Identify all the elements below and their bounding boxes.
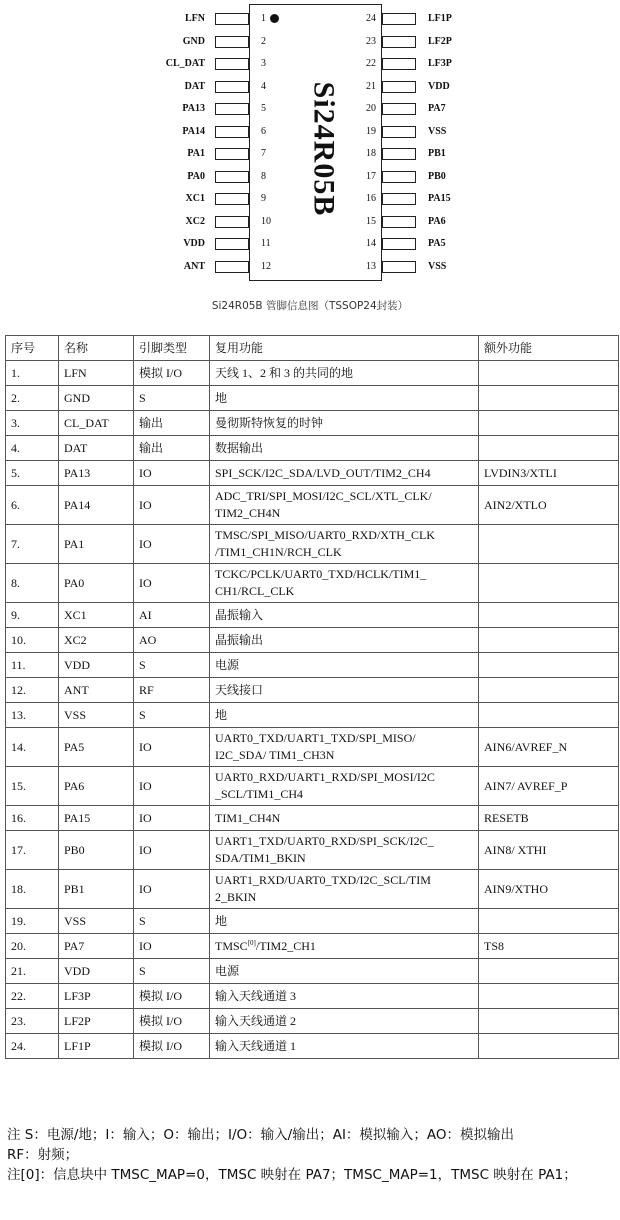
function-text: 电源 — [215, 963, 240, 978]
pin-name: DAT — [184, 80, 205, 92]
cell-type: IO — [134, 461, 210, 486]
cell-no: 17. — [6, 831, 59, 870]
cell-name: PA14 — [59, 486, 134, 525]
pin-lead — [215, 58, 249, 70]
pin-name: LF2P — [428, 35, 452, 47]
cell-function — [210, 831, 479, 870]
pin-number: 14 — [366, 238, 376, 249]
cell-function — [210, 806, 479, 831]
pin-left-1 — [0, 12, 300, 26]
pin-name: VDD — [428, 80, 450, 92]
pin-lead — [215, 171, 249, 183]
table-row — [6, 909, 619, 934]
pin-number: 10 — [261, 215, 271, 227]
pin-number: 8 — [261, 170, 266, 182]
cell-no: 19. — [6, 909, 59, 934]
cell-type: S — [134, 386, 210, 411]
pin-lead — [215, 81, 249, 93]
pin-lead — [382, 81, 416, 93]
pin-lead — [382, 126, 416, 138]
cell-type: S — [134, 959, 210, 984]
header-extra: 额外功能 — [479, 336, 619, 361]
table-row — [6, 678, 619, 703]
pin-lead — [382, 103, 416, 115]
cell-extra — [479, 436, 619, 461]
pin-lead — [215, 261, 249, 273]
cell-extra — [479, 564, 619, 603]
cell-type: IO — [134, 870, 210, 909]
pin-number: 24 — [366, 13, 376, 24]
pin-lead — [382, 58, 416, 70]
pin-number: 20 — [366, 103, 376, 114]
cell-name: XC2 — [59, 628, 134, 653]
pin-right-13 — [340, 260, 620, 274]
cell-no: 6. — [6, 486, 59, 525]
cell-no: 8. — [6, 564, 59, 603]
cell-name: VDD — [59, 959, 134, 984]
pin-name: PA6 — [428, 215, 446, 227]
note-rf: RF：射频； — [7, 1147, 79, 1163]
cell-function — [210, 1009, 479, 1034]
cell-function — [210, 703, 479, 728]
cell-name: VSS — [59, 703, 134, 728]
function-text: 地 — [215, 390, 228, 405]
cell-type: 输出 — [134, 411, 210, 436]
pin-lead — [215, 13, 249, 25]
pin-name: GND — [182, 35, 205, 47]
pin-number: 23 — [366, 35, 376, 47]
function-text: 天线 1、2 和 3 的共同的地 — [215, 365, 354, 380]
table-row — [6, 411, 619, 436]
cell-extra: AIN7/ AVREF_P — [479, 767, 619, 806]
cell-extra — [479, 653, 619, 678]
pin-name: PA13 — [182, 103, 205, 114]
header-function: 复用功能 — [210, 336, 479, 361]
pin-number: 12 — [261, 260, 271, 272]
cell-no: 15. — [6, 767, 59, 806]
cell-extra — [479, 678, 619, 703]
pin-left-5 — [0, 102, 300, 116]
pin-lead — [382, 171, 416, 183]
pin-name: LF1P — [428, 13, 452, 24]
table-row — [6, 486, 619, 525]
function-text: 输入天线通道 3 — [215, 988, 297, 1003]
cell-name: PA5 — [59, 728, 134, 767]
pin-name: PB1 — [428, 148, 446, 159]
function-text: 地 — [215, 913, 228, 928]
cell-function — [210, 486, 479, 525]
function-text: SPI_SCK/I2C_SDA/LVD_OUT/TIM2_CH4 — [215, 465, 431, 480]
cell-extra — [479, 525, 619, 564]
pin-number: 19 — [366, 125, 376, 137]
cell-extra — [479, 603, 619, 628]
pin-number: 1 — [261, 13, 266, 24]
cell-function — [210, 984, 479, 1009]
pin-number: 18 — [366, 148, 376, 159]
table-header-row — [6, 336, 619, 361]
cell-type: 模拟 I/O — [134, 361, 210, 386]
cell-name: LF3P — [59, 984, 134, 1009]
pin-lead — [382, 261, 416, 273]
cell-extra: AIN9/XTHO — [479, 870, 619, 909]
cell-name: DAT — [59, 436, 134, 461]
cell-type: 模拟 I/O — [134, 984, 210, 1009]
table-row — [6, 436, 619, 461]
pin-right-19 — [340, 125, 620, 139]
cell-name: ANT — [59, 678, 134, 703]
pin-lead — [382, 148, 416, 160]
cell-function — [210, 628, 479, 653]
pin-number: 16 — [366, 193, 376, 204]
header-name: 名称 — [59, 336, 134, 361]
pin-name: PA14 — [182, 125, 205, 137]
pin-right-23 — [340, 35, 620, 49]
cell-type: AO — [134, 628, 210, 653]
table-row — [6, 564, 619, 603]
cell-function — [210, 386, 479, 411]
pin-left-11 — [0, 237, 300, 251]
pin-name: VSS — [428, 125, 447, 137]
pin-left-4 — [0, 80, 300, 94]
cell-name: LF2P — [59, 1009, 134, 1034]
pin-lead — [215, 148, 249, 160]
function-text: ADC_TRI/SPI_MOSI/I2C_SCL/XTL_CLK/ TIM2_CH4N — [215, 489, 432, 520]
cell-type: 模拟 I/O — [134, 1009, 210, 1034]
cell-function — [210, 603, 479, 628]
cell-type: IO — [134, 486, 210, 525]
pin-number: 3 — [261, 58, 266, 69]
cell-name: PA1 — [59, 525, 134, 564]
pin-name: XC1 — [185, 193, 205, 204]
table-row — [6, 361, 619, 386]
pin-number: 6 — [261, 125, 266, 137]
pin-left-3 — [0, 57, 300, 71]
pin-name: XC2 — [185, 215, 205, 227]
cell-extra — [479, 361, 619, 386]
cell-name: LFN — [59, 361, 134, 386]
pin-left-8 — [0, 170, 300, 184]
cell-name: VSS — [59, 909, 134, 934]
cell-name: CL_DAT — [59, 411, 134, 436]
cell-no: 13. — [6, 703, 59, 728]
cell-no: 1. — [6, 361, 59, 386]
pin-name: VSS — [428, 260, 447, 272]
cell-name: PB1 — [59, 870, 134, 909]
function-text: TMSC — [215, 938, 248, 953]
function-text: 电源 — [215, 657, 240, 672]
function-text: TCKC/PCLK/UART0_TXD/HCLK/TIM1_ CH1/RCL_CLK — [215, 567, 427, 598]
cell-extra — [479, 628, 619, 653]
table-row — [6, 603, 619, 628]
pin-right-17 — [340, 170, 620, 184]
pin-name: PA15 — [428, 193, 451, 204]
cell-function — [210, 411, 479, 436]
cell-name: GND — [59, 386, 134, 411]
cell-extra: AIN2/XTLO — [479, 486, 619, 525]
pin-lead — [382, 36, 416, 48]
function-text: 晶振输出 — [215, 632, 264, 647]
pin-lead — [215, 238, 249, 250]
cell-no: 16. — [6, 806, 59, 831]
cell-no: 22. — [6, 984, 59, 1009]
cell-extra — [479, 386, 619, 411]
function-text: UART0_RXD/UART1_RXD/SPI_MOSI/I2C _SCL/TIM1_CH4 — [215, 770, 435, 801]
table-row — [6, 1034, 619, 1059]
cell-name: PA15 — [59, 806, 134, 831]
cell-name: XC1 — [59, 603, 134, 628]
pin-number: 2 — [261, 35, 266, 47]
cell-name: PB0 — [59, 831, 134, 870]
cell-extra — [479, 1034, 619, 1059]
cell-extra: TS8 — [479, 934, 619, 959]
cell-no: 9. — [6, 603, 59, 628]
table-row — [6, 703, 619, 728]
table-row — [6, 525, 619, 564]
function-text: 晶振输入 — [215, 607, 264, 622]
pin-table — [5, 335, 619, 1059]
cell-no: 5. — [6, 461, 59, 486]
cell-type: AI — [134, 603, 210, 628]
cell-name: PA6 — [59, 767, 134, 806]
cell-type: RF — [134, 678, 210, 703]
cell-function — [210, 461, 479, 486]
pin-diagram — [0, 0, 620, 292]
table-row — [6, 628, 619, 653]
pin-right-24 — [340, 12, 620, 26]
pin-left-6 — [0, 125, 300, 139]
pin-lead — [215, 126, 249, 138]
pin-lead — [382, 13, 416, 25]
function-text-tail: /TIM2_CH1 — [255, 938, 316, 953]
pin-name: PB0 — [428, 170, 446, 182]
pin-number: 11 — [261, 238, 271, 249]
pin-lead — [382, 216, 416, 228]
cell-function — [210, 870, 479, 909]
note-tmsc: 注[0]：信息块中 TMSC_MAP=0，TMSC 映射在 PA7；TMSC_MAP=1，TMSC 映射在 PA1； — [7, 1167, 577, 1183]
cell-type: IO — [134, 831, 210, 870]
cell-function — [210, 728, 479, 767]
pin-lead — [215, 103, 249, 115]
cell-function — [210, 525, 479, 564]
pin-lead — [382, 238, 416, 250]
cell-no: 4. — [6, 436, 59, 461]
cell-type: 输出 — [134, 436, 210, 461]
table-row — [6, 1009, 619, 1034]
cell-name: PA7 — [59, 934, 134, 959]
cell-type: S — [134, 653, 210, 678]
table-row — [6, 959, 619, 984]
cell-function — [210, 934, 479, 959]
cell-type: IO — [134, 525, 210, 564]
pin-name: LFN — [185, 13, 205, 24]
cell-function — [210, 653, 479, 678]
pin-number: 17 — [366, 170, 376, 182]
function-text: UART1_TXD/UART0_RXD/SPI_SCK/I2C_ SDA/TIM1_BKIN — [215, 834, 434, 865]
function-text: 数据输出 — [215, 440, 264, 455]
cell-type: IO — [134, 767, 210, 806]
pin-name: LF3P — [428, 58, 452, 69]
pin-right-20 — [340, 102, 620, 116]
pin-name: PA0 — [187, 170, 205, 182]
function-text: TIM1_CH4N — [215, 810, 281, 825]
function-text: 天线接口 — [215, 682, 264, 697]
pin-right-14 — [340, 237, 620, 251]
cell-function — [210, 361, 479, 386]
table-row — [6, 767, 619, 806]
pin-number: 13 — [366, 260, 376, 272]
footnote-marker: [0] — [247, 938, 256, 947]
function-text: 输入天线通道 2 — [215, 1013, 297, 1028]
diagram-caption: Si24R05B 管脚信息图（TSSOP24封装） — [211, 300, 409, 312]
function-text: 输入天线通道 1 — [215, 1038, 297, 1053]
cell-function — [210, 678, 479, 703]
note-legend: 注 S：电源/地；I：输入；O：输出；I/O：输入/输出；AI：模拟输入；AO：模拟输出 — [7, 1127, 515, 1143]
pin-right-16 — [340, 192, 620, 206]
pin-right-21 — [340, 80, 620, 94]
cell-function — [210, 959, 479, 984]
pin-number: 21 — [366, 80, 376, 92]
cell-type: IO — [134, 934, 210, 959]
cell-no: 18. — [6, 870, 59, 909]
pin-lead — [382, 193, 416, 205]
pin-name: PA7 — [428, 103, 446, 114]
cell-no: 20. — [6, 934, 59, 959]
function-text: TMSC/SPI_MISO/UART0_RXD/XTH_CLK /TIM1_CH1N/RCH_CLK — [215, 528, 435, 559]
pin-left-10 — [0, 215, 300, 229]
cell-no: 2. — [6, 386, 59, 411]
cell-name: VDD — [59, 653, 134, 678]
table-row — [6, 386, 619, 411]
cell-extra — [479, 1009, 619, 1034]
pin-right-22 — [340, 57, 620, 71]
cell-type: S — [134, 703, 210, 728]
header-type: 引脚类型 — [134, 336, 210, 361]
cell-extra — [479, 984, 619, 1009]
table-row — [6, 653, 619, 678]
pin-left-7 — [0, 147, 300, 161]
pin-left-2 — [0, 35, 300, 49]
cell-name: PA13 — [59, 461, 134, 486]
pin-number: 15 — [366, 215, 376, 227]
pin-name: PA1 — [187, 148, 205, 159]
cell-name: LF1P — [59, 1034, 134, 1059]
pin-name: CL_DAT — [165, 58, 205, 69]
cell-extra: LVDIN3/XTLI — [479, 461, 619, 486]
pin-number: 5 — [261, 103, 266, 114]
chip-name-label: Si24R05B — [307, 81, 341, 216]
cell-type: IO — [134, 806, 210, 831]
pin-lead — [215, 216, 249, 228]
table-row — [6, 461, 619, 486]
cell-type: S — [134, 909, 210, 934]
pin-left-12 — [0, 260, 300, 274]
pin-lead — [215, 193, 249, 205]
cell-extra: AIN6/AVREF_N — [479, 728, 619, 767]
cell-type: IO — [134, 564, 210, 603]
cell-no: 21. — [6, 959, 59, 984]
function-text: UART0_TXD/UART1_TXD/SPI_MISO/ I2C_SDA/ TIM1_CH3N — [215, 731, 416, 762]
cell-no: 24. — [6, 1034, 59, 1059]
cell-no: 14. — [6, 728, 59, 767]
function-text: UART1_RXD/UART0_TXD/I2C_SCL/TIM 2_BKIN — [215, 873, 431, 904]
header-no: 序号 — [6, 336, 59, 361]
cell-name: PA0 — [59, 564, 134, 603]
pin-number: 9 — [261, 193, 266, 204]
pin-right-15 — [340, 215, 620, 229]
cell-extra: AIN8/ XTHI — [479, 831, 619, 870]
table-row — [6, 728, 619, 767]
cell-type: 模拟 I/O — [134, 1034, 210, 1059]
cell-no: 7. — [6, 525, 59, 564]
cell-type: IO — [134, 728, 210, 767]
cell-extra — [479, 703, 619, 728]
cell-function — [210, 1034, 479, 1059]
pin-name: ANT — [183, 260, 205, 272]
cell-extra: RESETB — [479, 806, 619, 831]
pin-number: 7 — [261, 148, 266, 159]
function-text: 地 — [215, 707, 228, 722]
cell-function — [210, 564, 479, 603]
footnotes — [7, 1125, 612, 1185]
table-row — [6, 934, 619, 959]
table-row — [6, 870, 619, 909]
cell-extra — [479, 411, 619, 436]
cell-function — [210, 909, 479, 934]
cell-extra — [479, 959, 619, 984]
cell-function — [210, 767, 479, 806]
table-row — [6, 831, 619, 870]
pin-right-18 — [340, 147, 620, 161]
pin-lead — [215, 36, 249, 48]
table-row — [6, 984, 619, 1009]
pin-left-9 — [0, 192, 300, 206]
pin-number: 4 — [261, 80, 266, 92]
cell-no: 11. — [6, 653, 59, 678]
cell-function — [210, 436, 479, 461]
cell-no: 10. — [6, 628, 59, 653]
cell-no: 23. — [6, 1009, 59, 1034]
pin-name: PA5 — [428, 238, 446, 249]
function-text: 曼彻斯特恢复的时钟 — [215, 415, 324, 430]
pin-number: 22 — [366, 58, 376, 69]
pin-name: VDD — [183, 238, 205, 249]
cell-extra — [479, 909, 619, 934]
cell-no: 12. — [6, 678, 59, 703]
table-row — [6, 806, 619, 831]
cell-no: 3. — [6, 411, 59, 436]
